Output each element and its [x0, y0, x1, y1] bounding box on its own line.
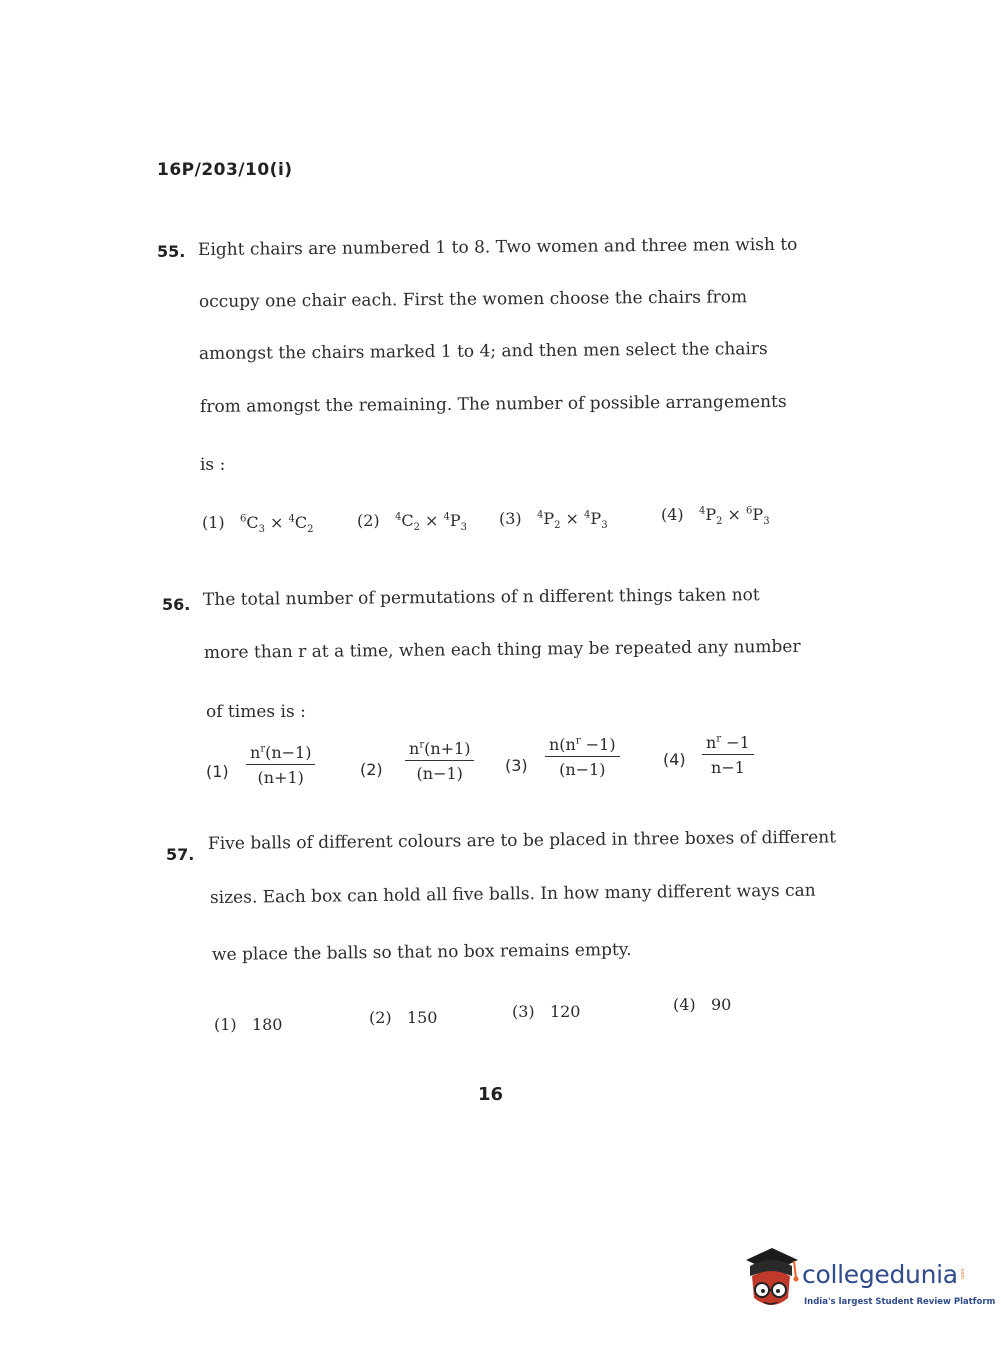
question-55-option-3: [499, 509, 608, 531]
question-57-number: 57.: [166, 845, 195, 864]
option-term-sub: 2: [413, 522, 420, 534]
question-56-number: 56.: [162, 595, 191, 614]
numerator-factor: (n+1): [424, 739, 471, 758]
logo-dotcom: .com: [959, 1267, 965, 1280]
question-55-option-2: [357, 511, 467, 533]
numerator-base: n(n: [549, 735, 576, 754]
fraction-denominator: (n−1): [559, 760, 606, 779]
option-term-base: C: [294, 513, 308, 532]
student-mascot-icon: [742, 1246, 800, 1316]
option-term-base: C: [401, 511, 414, 530]
option-term-sub: 2: [554, 520, 561, 532]
collegedunia-logo[interactable]: [742, 1246, 996, 1316]
option-term-base: P: [752, 505, 764, 524]
option-term-sub: 2: [716, 516, 723, 528]
option-term-sup: 4: [698, 505, 706, 517]
question-55-line-3: amongst the chairs marked 1 to 4; and then men select the chairs: [198, 339, 768, 364]
question-57-option-1: [214, 1015, 282, 1034]
option-term-sup: 4: [536, 509, 544, 521]
option-operator: ×: [425, 511, 439, 530]
option-label: (3): [499, 509, 522, 528]
option-label: (2): [369, 1008, 392, 1027]
option-label: (1): [202, 513, 225, 532]
option-label: (3): [512, 1002, 535, 1021]
logo-tagline: India's largest Student Review Platform: [804, 1297, 996, 1307]
option-operator: ×: [565, 509, 579, 528]
option-term-base: P: [543, 509, 555, 528]
fraction-numerator: [405, 739, 474, 761]
option-term-base: P: [449, 511, 461, 530]
question-56-option-1-label: (1): [206, 762, 229, 781]
question-57-line-2: sizes. Each box can hold all five balls. In how many different ways can: [209, 880, 816, 908]
question-56-option-3-fraction: [545, 735, 620, 779]
question-55-option-1: [202, 513, 314, 535]
option-label: (2): [357, 511, 380, 530]
paper-code: 16P/203/10(i): [157, 160, 293, 180]
option-label: (1): [214, 1015, 237, 1034]
fraction-numerator: [545, 735, 620, 757]
logo-wordmark: collegedunia: [802, 1260, 958, 1289]
numerator-base: n: [409, 739, 420, 758]
numerator-exponent: r: [575, 735, 581, 747]
question-56-option-4-fraction: [702, 733, 754, 777]
question-56-option-4-label: (4): [663, 750, 686, 769]
option-value: 90: [710, 995, 732, 1014]
option-term-sup: 4: [394, 511, 402, 523]
question-55-line-2: occupy one chair each. First the women choose the chairs from: [198, 287, 748, 312]
option-term-sub: 3: [601, 520, 608, 532]
question-55-line-5: is :: [200, 455, 226, 475]
question-57-line-1: Five balls of different colours are to be placed in three boxes of different: [207, 827, 837, 854]
option-term-sub: 3: [460, 522, 468, 534]
option-value: 180: [251, 1015, 283, 1034]
question-56-option-3-label: (3): [505, 756, 528, 775]
option-term-sub: 3: [763, 516, 770, 528]
fraction-numerator: [702, 733, 754, 755]
fraction-denominator: (n−1): [416, 764, 463, 783]
question-56-option-2-label: (2): [360, 760, 383, 779]
option-term-base: P: [590, 509, 602, 528]
question-55-line-4: from amongst the remaining. The number of possible arrangements: [199, 391, 787, 417]
option-value: 120: [549, 1002, 581, 1021]
numerator-factor: −1: [721, 733, 750, 752]
numerator-base: n: [706, 733, 717, 752]
fraction-denominator: (n+1): [257, 768, 304, 787]
question-56-line-1: The total number of permutations of n different things taken not: [202, 585, 760, 610]
page-number: 16: [478, 1084, 504, 1105]
question-55-line-1: Eight chairs are numbered 1 to 8. Two women and three men wish to: [197, 234, 798, 260]
option-term-base: P: [705, 505, 717, 524]
question-56-line-2: more than r at a time, when each thing may be repeated any number: [203, 636, 801, 663]
question-57-option-2: [369, 1008, 437, 1027]
option-term-sup: 6: [239, 513, 247, 525]
question-57-line-3: we place the balls so that no box remains empty.: [211, 939, 632, 965]
question-57-option-3: [512, 1002, 580, 1021]
option-label: (4): [661, 505, 684, 524]
option-term-sup: 4: [584, 509, 591, 521]
question-55-number: 55.: [157, 242, 186, 261]
option-term-sup: 4: [288, 513, 295, 525]
numerator-exponent: r: [419, 739, 425, 751]
numerator-exponent: r: [260, 743, 266, 755]
option-term-sub: 3: [258, 524, 265, 536]
question-55-option-4: [661, 505, 770, 527]
option-term-sup: 4: [443, 511, 450, 523]
numerator-factor: −1): [580, 735, 616, 754]
option-value: 150: [406, 1008, 438, 1027]
numerator-exponent: r: [716, 733, 722, 745]
fraction-numerator: [246, 743, 315, 765]
option-operator: ×: [270, 513, 284, 532]
fraction-denominator: n−1: [710, 758, 745, 777]
option-label: (4): [673, 995, 696, 1014]
numerator-factor: (n−1): [265, 743, 312, 762]
option-term-base: C: [246, 513, 259, 532]
option-term-sup: 6: [746, 505, 753, 517]
question-56-option-1-fraction: [246, 743, 315, 787]
question-56-option-2-fraction: [405, 739, 474, 783]
question-56-line-3: of times is :: [206, 702, 306, 722]
numerator-base: n: [250, 743, 261, 762]
option-operator: ×: [727, 505, 741, 524]
option-term-sub: 2: [307, 524, 314, 536]
question-57-option-4: [673, 995, 731, 1014]
